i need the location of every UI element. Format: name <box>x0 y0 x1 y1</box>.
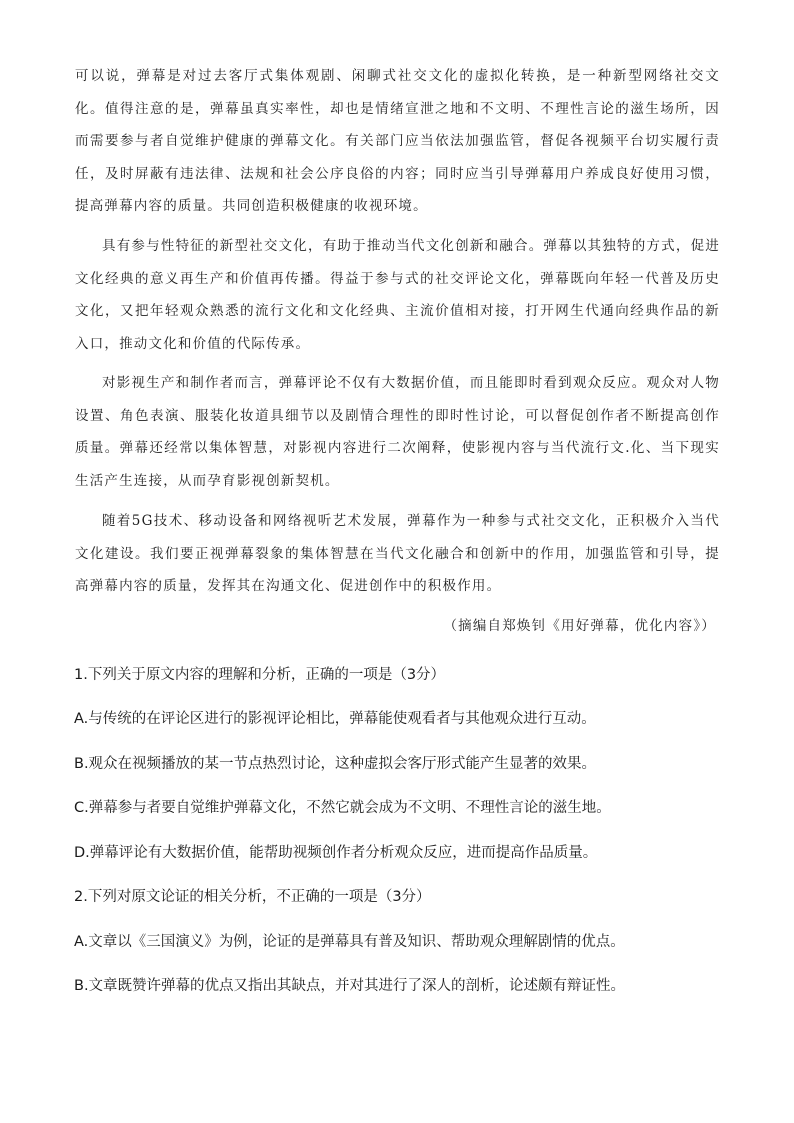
passage-source-citation: （摘编自郑焕钊《用好弹幕，优化内容》） <box>443 618 716 634</box>
passage-paragraph-1: 可以说，弹幕是对过去客厅式集体观剧、闲聊式社交文化的虚拟化转换，是一种新型网络社交文化。值得注意的是，弹幕虽真实率性，却也是情绪宣泄之地和不文明、不理性言论的滋生场所，因而需要参与者自觉维护健康的弹幕文化。有关部门应当依法加强监管，督促各视频平台切实履行责任，及时屏蔽有违法律、法规和社会公序良俗的内容；同时应当引导弹幕用户养成良好使用习惯，提高弹幕内容的质量。共同创造积极健康的收视环境。 <box>75 68 720 214</box>
question-2-option-b: B.文章既赞许弹幕的优点又指出其缺点，并对其进行了深人的剖析，论述颇有辩证性。 <box>74 978 626 994</box>
passage-paragraph-3: 对影视生产和制作者而言，弹幕评论不仅有大数据价值，而且能即时看到观众反应。观众对人物设置、角色表演、服装化妆道具细节以及剧情合理性的即时性讨论，可以督促创作者不断提高创作质量。弹幕还经常以集体智慧，对影视内容进行二次阐释，使影视内容与当代流行文.化、当下现实生活产生连接，从而孕育影视创新契机。 <box>75 375 720 489</box>
passage-paragraph-4: 随着5G技术、移动设备和网络视听艺术发展，弹幕作为一种参与式社交文化，正积极介入当代文化建设。我们要正视弹幕裂象的集体智慧在当代文化融合和创新中的作用，加强监管和引导，提高弹幕内容的质量，发挥其在沟通文化、促进创作中的积极作用。 <box>75 513 720 594</box>
question-1-option-d: D.弹幕评论有大数据价值，能帮助视频创作者分析观众反应，进而提高作品质量。 <box>74 845 598 861</box>
question-1-option-c: C.弹幕参与者要自觉维护弹幕文化，不然它就会成为不文明、不理性言论的滋生地。 <box>74 800 611 816</box>
passage-paragraph-2: 具有参与性特征的新型社交文化，有助于推动当代文化创新和融合。弹幕以其独特的方式，促进文化经典的意义再生产和价值再传播。得益于参与式的社交评论文化，弹幕既向年轻一代普及历史文化，又把年轻观众熟悉的流行文化和文化经典、主流价值相对接，打开网生代通向经典作品的新入口，推动文化和价值的代际传承。 <box>75 238 720 352</box>
question-1-option-a: A.与传统的在评论区进行的影视评论相比，弹幕能使观看者与其他观众进行互动。 <box>74 711 596 727</box>
question-2-option-a: A.文章以《三国演义》为例，论证的是弹幕具有普及知识、帮助观众理解剧情的优点。 <box>74 934 625 950</box>
question-1-stem: 1.下列关于原文内容的理解和分析，正确的一项是（3分） <box>74 667 446 683</box>
question-2-stem: 2.下列对原文论证的相关分析，不正确的一项是（3分） <box>74 889 431 905</box>
question-1-option-b: B.观众在视频播放的某一节点热烈讨论，这种虚拟会客厅形式能产生显著的效果。 <box>74 756 597 772</box>
